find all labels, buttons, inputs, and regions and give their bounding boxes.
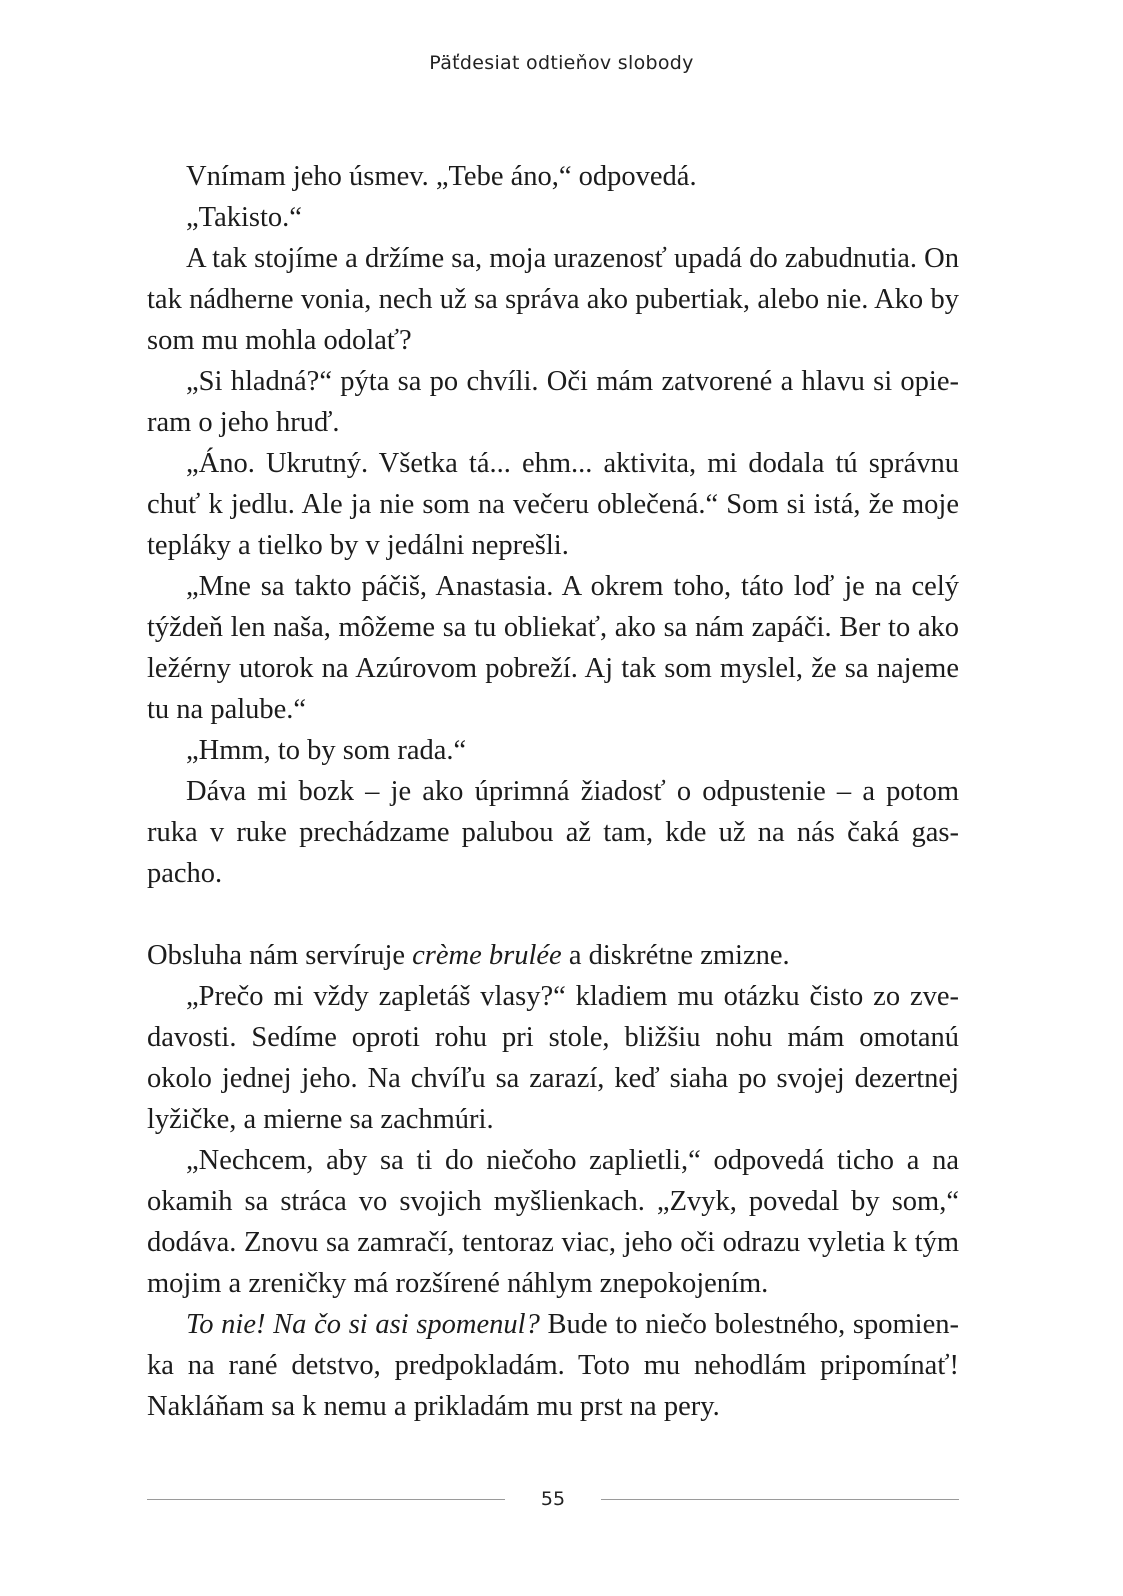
paragraph: „Prečo mi vždy zapletáš vlasy?“ kladiem mu otázku čisto zo zvedavosti. Sedíme oproti rohu pri stole, bližšiu nohu mám omotanú okolo jednej jeho. Na chvíľu sa zarazí, keď siaha po svojej dezertnej lyžičke, a mierne sa zachmúri. (147, 981, 959, 1135)
paragraph-text: Obsluha nám servíruje (147, 940, 413, 971)
paragraph: „Mne sa takto páčiš, Anastasia. A okrem toho, táto loď je na celý týždeň len naša, môžeme sa tu obliekať, ako sa nám zapáči. Ber to ako ležérny utorok na Azúrovom pobreží. Aj tak som myslel, že sa najeme tu na palube.“ (147, 571, 959, 725)
paragraph: „Nechcem, aby sa ti do niečoho zaplietli,“ odpovedá ticho a na okamih sa stráca vo svojich myšlienkach. „Zvyk, povedal by som,“ dodáva. Znovu sa zamračí, tentoraz viac, jeho oči odrazu vyletia k tým mojim a zreničky má rozšírené náhlym znepokojením. (147, 1145, 959, 1299)
body-text (147, 156, 959, 1427)
footer-rule-left (147, 1499, 505, 1500)
page-footer (147, 1484, 959, 1514)
paragraph (147, 1304, 959, 1427)
section-opening-paragraph (147, 935, 959, 976)
paragraph: „Áno. Ukrutný. Všetka tá... ehm... aktivita, mi dodala tú správnu chuť k jedlu. Ale ja nie som na večeru oblečená.“ Som si istá, že moje tepláky a tielko by v jedálni neprešli. (147, 448, 959, 561)
italic-thought: To nie! Na čo si asi spomenul? (186, 1309, 540, 1340)
footer-rule-right (601, 1499, 959, 1500)
paragraph: „Takisto.“ (186, 202, 302, 233)
paragraph: Dáva mi bozk – je ako úprimná žiadosť o odpustenie – a potom ruka v ruke prechádzame palubou až tam, kde už na nás čaká gaspacho. (147, 776, 959, 889)
paragraph: A tak stojíme a držíme sa, moja urazenosť upadá do zabudnutia. On tak nádherne vonia, nech už sa správa ako pubertiak, alebo nie. Ako by som mu mohla odolať? (147, 243, 959, 356)
section-break (147, 894, 959, 935)
page-number: 55 (540, 1488, 566, 1510)
paragraph-text: a diskrétne zmizne. (561, 940, 790, 971)
paragraph: „Si hladná?“ pýta sa po chvíli. Oči mám zatvorené a hlavu si opieram o jeho hruď. (147, 366, 959, 438)
paragraph-text: Bude to niečo bolestného, spomienka na rané detstvo, predpokladám. Toto mu nehodlám pripomínať! Nakláňam sa k nemu a prikladám mu prst na pery. (147, 1309, 959, 1422)
paragraph: Vnímam jeho úsmev. „Tebe áno,“ odpovedá. (186, 161, 697, 192)
running-header-title: Päťdesiat odtieňov slobody (429, 52, 694, 74)
italic-phrase: crème brulée (412, 940, 562, 971)
paragraph: „Hmm, to by som rada.“ (186, 735, 467, 766)
